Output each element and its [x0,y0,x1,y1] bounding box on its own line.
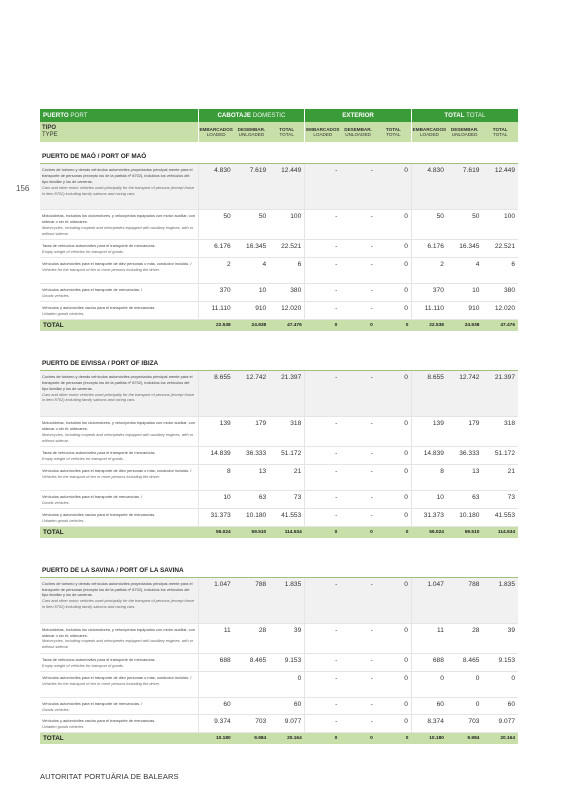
domestic-unloaded-header: DESEMBAR. UNLOADED [234,122,270,142]
table-cell-value: 370 [411,284,447,302]
vehicle-type-label-en: Cars and other motor vehicles used principally for the transport of persons (except those in item 8702) including family saloons and racing cars. [42,598,195,610]
vehicle-type-label-en: Cars and other motor vehicles used principally for the transport of persons (except those in item 8702) including family saloons and racing cars. [42,391,195,403]
table-cell-value: 0 [376,416,412,446]
total-cell-value: 0 [305,526,341,538]
table-cell-value: 8.465 [447,653,483,671]
table-cell-value: 788 [447,577,483,623]
table-cell-value: 0 [376,671,412,697]
table-cell-value: 31.373 [198,508,234,526]
table-cell-value: 910 [234,301,270,319]
total-cell-value: 114.534 [269,526,305,538]
table-cell-value: - [340,210,376,240]
header-group-row [40,109,518,122]
vehicle-type-label-es: Taras de vehículos automóviles para el transporte de mercancías. [42,656,156,662]
vehicle-type-label-es: Vehículos automóviles para el transporte de mercancías. / [42,700,143,706]
table-cell-value: 14.839 [198,446,234,464]
total-label: TOTAL [40,733,198,745]
table-cell-value: 0 [376,508,412,526]
total-row [40,733,518,745]
table-cell-value: 63 [234,490,270,508]
table-cell-value [234,697,270,715]
table-cell-value: 10 [411,490,447,508]
vehicle-type-label-es: Taras de vehículos automóviles para el transporte de mercancías. [42,449,156,455]
table-cell-value: 28 [447,623,483,653]
table-cell-value: 6.176 [411,240,447,258]
vehicle-type-description [40,284,198,302]
table-cell-value: 0 [482,671,518,697]
table-cell-value: 60 [269,697,305,715]
table-cell-value: 12.742 [447,370,483,416]
vehicle-type-description [40,416,198,446]
table-cell-value: 380 [482,284,518,302]
table-cell-value: - [340,653,376,671]
table-cell-value: 22.521 [269,240,305,258]
vehicle-type-description [40,240,198,258]
vehicle-type-description [40,697,198,715]
table-cell-value: 100 [269,210,305,240]
table-cell-value: 0 [376,258,412,284]
table-cell-value: - [340,715,376,733]
total-loaded-header: EMBARCADOS LOADED [411,122,447,142]
table-cell-value: 179 [234,416,270,446]
vehicle-type-label-en: Vehicles for the transport of ten or more persons including the driver. [42,680,161,686]
table-row [40,490,518,508]
table-cell-value: 2 [411,258,447,284]
type-column-header: TIPO TYPE [40,122,198,142]
vehicle-traffic-table [40,109,518,744]
exterior-group-header: EXTERIOR [305,109,412,122]
table-cell-value: - [305,284,341,302]
table-cell-value: 688 [411,653,447,671]
total-row [40,526,518,538]
table-cell-value: 100 [482,210,518,240]
vehicle-type-label-es: Vehículos automóviles para el transporte de diez personas o más, conductor incluido. / [42,674,192,680]
table-cell-value: 9.153 [482,653,518,671]
table-cell-value: 4 [234,258,270,284]
total-cell-value: 55.024 [198,526,234,538]
table-cell-value: - [305,416,341,446]
total-row [40,319,518,331]
port-section-heading [40,142,518,164]
table-cell-value: - [305,210,341,240]
traffic-table-container [40,109,518,744]
table-cell-value: 0 [376,446,412,464]
table-cell-value: 370 [198,284,234,302]
section-spacer [40,538,518,556]
table-cell-value: 28 [234,623,270,653]
table-cell-value: 4.830 [198,164,234,210]
vehicle-type-label-en: Goods vehicles. [42,499,70,505]
port-name: PUERTO DE EIVISSA / PORT OF IBIZA [40,349,518,371]
table-cell-value: 2 [198,258,234,284]
table-cell-value [198,671,234,697]
table-header [40,109,518,142]
total-cell-value: 22.538 [198,319,234,331]
vehicle-type-label-es: Coches de turismo y demás vehículos automóviles proyectados principal-mente para el transporte de personas (excepto los de la partida nº 8702), incluidos los vehículos del tipo familiar y los de carreras. [42,167,193,184]
total-unloaded-header: DESEMBAR. UNLOADED [447,122,483,142]
total-cell-value: 9.984 [234,733,270,745]
total-cell-value: 59.510 [234,526,270,538]
domestic-loaded-header: EMBARCADOS LOADED [198,122,234,142]
vehicle-type-description [40,623,198,653]
table-cell-value: - [340,671,376,697]
table-cell-value: 13 [234,464,270,490]
table-cell-value: 13 [447,464,483,490]
total-cell-value: 22.538 [411,319,447,331]
vehicle-type-description [40,370,198,416]
table-cell-value: 21 [482,464,518,490]
table-cell-value: 41.553 [269,508,305,526]
table-cell-value: 36.333 [447,446,483,464]
table-cell-value: 788 [234,577,270,623]
total-cell-value: 0 [340,526,376,538]
table-row [40,671,518,697]
table-row [40,370,518,416]
vehicle-type-description [40,653,198,671]
table-row [40,623,518,653]
table-cell-value: 21 [269,464,305,490]
table-cell-value: 12.020 [269,301,305,319]
table-cell-value: 11.110 [411,301,447,319]
table-cell-value: 60 [482,697,518,715]
table-cell-value: 910 [447,301,483,319]
port-section-heading [40,556,518,578]
table-cell-value: - [305,623,341,653]
table-cell-value: 139 [411,416,447,446]
table-cell-value: 39 [269,623,305,653]
table-row [40,240,518,258]
total-cell-value: 20.164 [269,733,305,745]
page-number: 156 [16,184,30,193]
table-cell-value: 12.742 [234,370,270,416]
header-subcolumn-row [40,122,518,142]
table-cell-value: - [340,490,376,508]
table-cell-value: 51.172 [482,446,518,464]
total-label: TOTAL [40,319,198,331]
table-cell-value: 8 [411,464,447,490]
table-cell-value: - [340,697,376,715]
table-row [40,697,518,715]
table-cell-value: 0 [376,577,412,623]
exterior-unloaded-header: DESEMBAR. UNLOADED [340,122,376,142]
table-cell-value: 8.374 [411,715,447,733]
total-cell-value: 47.476 [482,319,518,331]
table-cell-value [234,671,270,697]
vehicle-type-label-en: Empty weight of vehicles for transport of goods. [42,662,124,668]
total-cell-value: 0 [305,319,341,331]
table-cell-value: 179 [447,416,483,446]
table-cell-value: 12.449 [482,164,518,210]
table-cell-value: 22.521 [482,240,518,258]
table-cell-value: 9.077 [482,715,518,733]
table-cell-value: 12.020 [482,301,518,319]
vehicle-type-label-es: Vehículos automóviles para el transporte de mercancías. / [42,493,143,499]
table-cell-value: 60 [411,697,447,715]
vehicle-type-label-es: Motocicletas, incluidos los ciclomotores, y velocípedos equipados con motor auxiliar, con sidecar o sin él; sidecares. [42,419,195,431]
table-cell-value: - [340,258,376,284]
table-cell-value: - [305,697,341,715]
table-cell-value: 0 [269,671,305,697]
table-row [40,210,518,240]
table-cell-value: 31.373 [411,508,447,526]
table-cell-value: - [340,416,376,446]
table-cell-value: 50 [234,210,270,240]
table-cell-value: - [340,284,376,302]
table-cell-value: - [305,301,341,319]
vehicle-type-label-es: Vehículos automóviles para el transporte de mercancías. / [42,287,143,292]
table-cell-value: 0 [376,490,412,508]
table-cell-value: 688 [198,653,234,671]
vehicle-type-description [40,577,198,623]
vehicle-type-label-es: Vehículos y automóviles vacíos para el transporte de mercancías. [42,511,156,517]
table-cell-value: 0 [376,653,412,671]
table-cell-value: 21.397 [482,370,518,416]
table-cell-value: 0 [447,671,483,697]
table-cell-value: 50 [411,210,447,240]
table-cell-value: 10 [447,284,483,302]
table-row [40,508,518,526]
table-cell-value: - [340,623,376,653]
table-cell-value: 1.835 [269,577,305,623]
vehicle-type-label-es: Vehículos y automóviles vacíos para el transporte de mercancías. [42,304,156,310]
port-section-heading [40,349,518,371]
table-cell-value: - [305,653,341,671]
total-cell-value: 0 [376,319,412,331]
table-cell-value: 10 [198,490,234,508]
table-cell-value: 0 [376,164,412,210]
spacer-cell [40,331,518,349]
table-cell-value: 16.345 [447,240,483,258]
table-cell-value: - [305,446,341,464]
table-cell-value: 0 [376,464,412,490]
table-cell-value: 51.172 [269,446,305,464]
total-cell-value: 0 [376,526,412,538]
table-cell-value: 318 [482,416,518,446]
table-cell-value: 0 [376,301,412,319]
table-cell-value: 10.180 [447,508,483,526]
table-cell-value: - [305,671,341,697]
table-cell-value: 6.176 [198,240,234,258]
table-cell-value: 1.047 [198,577,234,623]
table-cell-value: 73 [482,490,518,508]
table-row [40,416,518,446]
vehicle-type-label-en: Unladen goods vehicles. [42,310,85,316]
total-cell-value: 10.180 [411,733,447,745]
vehicle-type-label-es: Coches de turismo y demás vehículos automóviles proyectados principal-mente para el transporte de personas (excepto los de la partida nº 8702), incluidos los vehículos del tipo familiar y los de carreras. [42,373,193,391]
section-spacer [40,331,518,349]
table-cell-value: 8.655 [198,370,234,416]
spacer-cell [40,538,518,556]
table-cell-value: 0 [411,671,447,697]
table-cell-value: 73 [269,490,305,508]
table-cell-value: 380 [269,284,305,302]
vehicle-type-label-en: Vehicles for the transport of ten or more persons including the driver. [42,266,161,272]
total-cell-value: 114.534 [482,526,518,538]
table-body [40,142,518,744]
table-cell-value: 16.345 [234,240,270,258]
vehicle-type-description [40,490,198,508]
port-column-header: PUERTO PORT [40,109,198,122]
vehicle-type-description [40,210,198,240]
table-cell-value: - [305,240,341,258]
vehicle-type-label-en: Cars and other motor vehicles used principally for the transport of persons (except those in item 8702) including family saloons and racing cars. [42,184,195,196]
total-label: TOTAL [40,526,198,538]
table-cell-value: 9.374 [198,715,234,733]
table-cell-value: 60 [198,697,234,715]
table-cell-value: - [305,577,341,623]
footer-publisher: AUTORITAT PORTUÀRIA DE BALEARS [40,772,179,781]
table-cell-value: 9.153 [269,653,305,671]
vehicle-type-label-es: Vehículos automóviles para el transporte de diez personas o más, conductor incluido. / [42,467,192,473]
vehicle-type-description [40,671,198,697]
table-cell-value: - [305,370,341,416]
table-cell-value: 21.397 [269,370,305,416]
vehicle-type-label-en: Motorcycles, including mopeds and velocipedes equipped with auxiliary engines, with or without sidecar. [42,638,194,650]
vehicle-type-label-en: Goods vehicles. [42,292,70,298]
vehicle-type-label-es: Taras de vehículos automóviles para el transporte de mercancías. [42,243,156,248]
vehicle-type-label-en: Motorcycles, including mopeds and velocipedes equipped with auxiliary engines, with or without sidecar. [42,224,194,236]
table-cell-value: 1.835 [482,577,518,623]
total-cell-value: 9.984 [447,733,483,745]
table-row [40,715,518,733]
table-cell-value: 36.333 [234,446,270,464]
table-cell-value: - [305,258,341,284]
port-name: PUERTO DE MAÓ / PORT OF MAÓ [40,142,518,164]
table-cell-value: 0 [376,697,412,715]
table-cell-value: 318 [269,416,305,446]
domestic-group-header: CABOTAJE DOMESTIC [198,109,305,122]
table-cell-value: - [305,164,341,210]
table-cell-value: 7.619 [447,164,483,210]
table-cell-value: - [340,446,376,464]
table-cell-value: 703 [234,715,270,733]
table-cell-value: 50 [447,210,483,240]
total-cell-value: 24.938 [234,319,270,331]
table-cell-value: - [340,370,376,416]
table-cell-value: 139 [198,416,234,446]
table-cell-value: 9.077 [269,715,305,733]
total-cell-value: 0 [340,733,376,745]
table-cell-value: 11.110 [198,301,234,319]
table-cell-value: - [340,464,376,490]
table-cell-value: - [305,715,341,733]
table-cell-value: 14.839 [411,446,447,464]
table-row [40,284,518,302]
table-row [40,164,518,210]
table-cell-value: - [305,464,341,490]
vehicle-type-description [40,446,198,464]
vehicle-type-label-en: Vehicles for the transport of ten or more persons including the driver. [42,473,161,479]
table-cell-value: 0 [376,370,412,416]
total-cell-value: 0 [305,733,341,745]
table-row [40,653,518,671]
table-cell-value: 0 [376,210,412,240]
table-cell-value: 10.180 [234,508,270,526]
table-cell-value: 10 [234,284,270,302]
total-cell-value: 24.938 [447,319,483,331]
table-cell-value: 39 [482,623,518,653]
exterior-total-header: TOTAL TOTAL [376,122,412,142]
table-cell-value: 63 [447,490,483,508]
vehicle-type-description [40,464,198,490]
table-cell-value: 0 [376,715,412,733]
table-cell-value: 4 [447,258,483,284]
vehicle-type-label-en: Unladen goods vehicles. [42,724,85,730]
table-cell-value: 41.553 [482,508,518,526]
vehicle-type-description [40,258,198,284]
table-cell-value: 11 [198,623,234,653]
table-row [40,301,518,319]
vehicle-type-label-en: Empty weight of vehicles for transport of goods. [42,248,124,254]
table-cell-value: 12.449 [269,164,305,210]
total-cell-value: 10.180 [198,733,234,745]
table-row [40,577,518,623]
table-cell-value: 11 [411,623,447,653]
table-cell-value: 8 [198,464,234,490]
vehicle-type-description [40,164,198,210]
table-cell-value: 0 [376,240,412,258]
table-cell-value: 6 [482,258,518,284]
table-row [40,258,518,284]
total-group-header: TOTAL TOTAL [411,109,518,122]
table-cell-value: 1.047 [411,577,447,623]
total-total-header: TOTAL TOTAL [482,122,518,142]
table-row [40,464,518,490]
table-cell-value: 7.619 [234,164,270,210]
table-row [40,446,518,464]
vehicle-type-label-es: Motocicletas, incluidos los ciclomotores, y velocípedos equipados con motor auxiliar, con sidecar o sin él; sidecares. [42,213,195,224]
table-cell-value: - [340,240,376,258]
port-name: PUERTO DE LA SAVINA / PORT OF LA SAVINA [40,556,518,578]
table-cell-value: 0 [376,623,412,653]
vehicle-type-label-en: Motorcycles, including mopeds and velocipedes equipped with auxiliary engines, with or without sidecar. [42,431,194,443]
table-cell-value: 8.655 [411,370,447,416]
table-cell-value: - [340,508,376,526]
vehicle-type-label-es: Vehículos automóviles para el transporte de diez personas o más, conductor incluido. / [42,261,192,266]
vehicle-type-label-es: Coches de turismo y demás vehículos automóviles proyectados principal-mente para el transporte de personas (excepto los de la partida nº 8702), incluidos los vehículos del tipo familiar y los de carreras. [42,580,193,598]
table-cell-value: - [305,490,341,508]
vehicle-type-label-en: Unladen goods vehicles. [42,517,85,523]
table-cell-value: 50 [198,210,234,240]
vehicle-type-label-es: Vehículos y automóviles vacíos para el transporte de mercancías. [42,718,156,724]
total-cell-value: 0 [340,319,376,331]
total-cell-value: 59.510 [447,526,483,538]
table-cell-value: 8.465 [234,653,270,671]
vehicle-type-description [40,301,198,319]
vehicle-type-label-es: Motocicletas, incluidos los ciclomotores, y velocípedos equipados con motor auxiliar, con sidecar o sin él; sidecares. [42,626,195,638]
vehicle-type-label-en: Goods vehicles. [42,706,70,712]
table-cell-value: - [340,301,376,319]
vehicle-type-label-en: Empty weight of vehicles for transport of goods. [42,455,124,461]
table-cell-value: 0 [447,697,483,715]
total-cell-value: 47.476 [269,319,305,331]
table-cell-value: - [340,577,376,623]
table-cell-value: 4.830 [411,164,447,210]
total-cell-value: 20.164 [482,733,518,745]
vehicle-type-description [40,715,198,733]
table-cell-value: - [305,508,341,526]
exterior-loaded-header: EMBARCADOS LOADED [305,122,341,142]
table-cell-value: 703 [447,715,483,733]
total-cell-value: 0 [376,733,412,745]
domestic-total-header: TOTAL TOTAL [269,122,305,142]
table-cell-value: 0 [376,284,412,302]
vehicle-type-description [40,508,198,526]
table-cell-value: - [340,164,376,210]
table-cell-value: 6 [269,258,305,284]
total-cell-value: 55.024 [411,526,447,538]
